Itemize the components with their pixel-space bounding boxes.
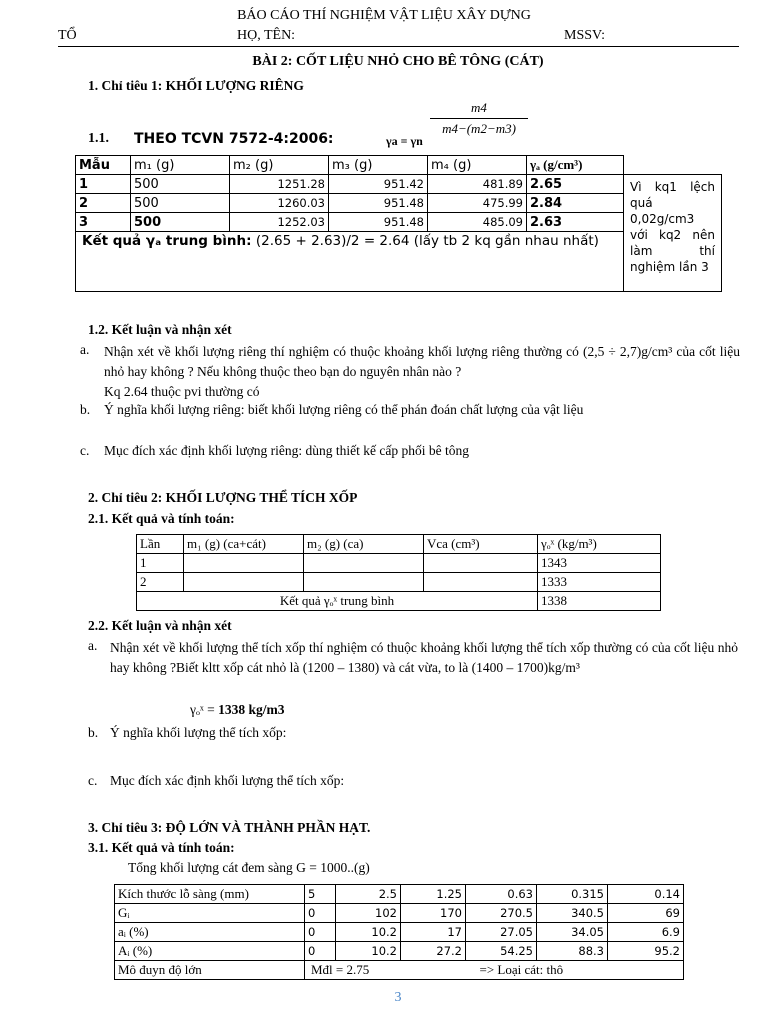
density-table bbox=[75, 155, 722, 292]
cell: 5 bbox=[305, 885, 336, 904]
cell: 270.5 bbox=[466, 904, 537, 923]
cell: 2.84 bbox=[527, 194, 624, 213]
cell: 500 bbox=[131, 175, 230, 194]
cell: 1 bbox=[76, 175, 131, 194]
cell: 0.315 bbox=[537, 885, 608, 904]
cell: 1260.03 bbox=[230, 194, 329, 213]
cell: 0 bbox=[305, 942, 336, 961]
cell bbox=[304, 554, 424, 573]
cell: 1 bbox=[137, 554, 184, 573]
col-header: m₂ (g) (ca) bbox=[304, 535, 424, 554]
cell: 481.89 bbox=[428, 175, 527, 194]
col-header: γₐ (g/cm³) bbox=[527, 156, 624, 175]
cell bbox=[304, 573, 424, 592]
total-mass: Tổng khối lượng cát đem sàng G = 1000..(g) bbox=[128, 860, 370, 875]
row-label: aᵢ (%) bbox=[115, 923, 305, 942]
header-divider bbox=[58, 46, 739, 47]
table-header-row bbox=[137, 535, 661, 554]
col-header: m₄ (g) bbox=[428, 156, 527, 175]
note-cell: Vì kq1 lệch quá 0,02g/cm3 với kq2 nên làm thí nghiệm lần 3 bbox=[624, 175, 722, 292]
cell: 1.25 bbox=[401, 885, 466, 904]
col-header: m₁ (g) bbox=[131, 156, 230, 175]
s2-item-b-label: b. bbox=[88, 725, 99, 740]
col-header: Mẫu bbox=[76, 156, 131, 175]
group-label: TỔ bbox=[58, 28, 77, 43]
row-label: Mô đuyn độ lớn bbox=[115, 961, 305, 980]
blank-cell bbox=[624, 156, 722, 175]
cell: 500 bbox=[131, 213, 230, 232]
cell: 951.48 bbox=[329, 194, 428, 213]
s2-item-c-label: c. bbox=[88, 773, 98, 788]
cell: 88.3 bbox=[537, 942, 608, 961]
item-a-label: a. bbox=[80, 342, 90, 357]
col-header: m₁ (g) (ca+cát) bbox=[184, 535, 304, 554]
table-row bbox=[76, 175, 722, 194]
cell bbox=[424, 554, 538, 573]
cell: 102 bbox=[336, 904, 401, 923]
result-value: (2.65 + 2.63)/2 = 2.64 (lấy tb 2 kq gần nhau nhất) bbox=[255, 233, 599, 249]
page-number: 3 bbox=[394, 990, 402, 1005]
cell: 0.14 bbox=[608, 885, 684, 904]
result-row bbox=[137, 592, 661, 611]
cell: 0 bbox=[305, 923, 336, 942]
col-header: Vca (cm³) bbox=[424, 535, 538, 554]
cell: 17 bbox=[401, 923, 466, 942]
cell: 0.63 bbox=[466, 885, 537, 904]
item-a-answer: Kq 2.64 thuộc pvi thường có bbox=[104, 384, 260, 399]
col-header: m₂ (g) bbox=[230, 156, 329, 175]
section1-sub-number: 1.1. bbox=[88, 131, 109, 146]
row-label: Kích thước lỗ sàng (mm) bbox=[115, 885, 305, 904]
item-b-label: b. bbox=[80, 402, 91, 417]
cell: 1251.28 bbox=[230, 175, 329, 194]
table-row bbox=[115, 923, 684, 942]
lesson-title: BÀI 2: CỐT LIỆU NHỎ CHO BÊ TÔNG (CÁT) bbox=[252, 54, 544, 69]
row-label: Gᵢ bbox=[115, 904, 305, 923]
cell: 27.2 bbox=[401, 942, 466, 961]
section3-heading: 3. Chỉ tiêu 3: ĐỘ LỚN VÀ THÀNH PHẦN HẠT. bbox=[88, 820, 371, 835]
cell: 951.48 bbox=[329, 213, 428, 232]
result-label: Kết quả γₐ trung bình: bbox=[82, 233, 252, 249]
cell: 2.63 bbox=[527, 213, 624, 232]
cell: 951.42 bbox=[329, 175, 428, 194]
cell: 2.5 bbox=[336, 885, 401, 904]
cell: 69 bbox=[608, 904, 684, 923]
cell: 2 bbox=[76, 194, 131, 213]
s2-item-a-label: a. bbox=[88, 638, 98, 653]
s2-item-a-answer bbox=[190, 702, 285, 718]
cell: 1252.03 bbox=[230, 213, 329, 232]
section2-heading: 2. Chỉ tiêu 2: KHỐI LƯỢNG THỂ TÍCH XỐP bbox=[88, 490, 358, 505]
item-a bbox=[104, 342, 740, 402]
table-row bbox=[115, 942, 684, 961]
section3-sub1: 3.1. Kết quả và tính toán: bbox=[88, 840, 235, 855]
cell: 500 bbox=[131, 194, 230, 213]
bulk-density-table bbox=[136, 534, 661, 611]
fineness-modulus: Mđl = 2.75 bbox=[305, 961, 466, 980]
cell: 340.5 bbox=[537, 904, 608, 923]
standard-reference: THEO TCVN 7572-4:2006: bbox=[134, 131, 334, 147]
sand-type: => Loại cát: thô bbox=[466, 961, 684, 980]
answer-label: γₒˣ = bbox=[190, 702, 215, 717]
cell: 27.05 bbox=[466, 923, 537, 942]
answer-value: 1338 kg/m3 bbox=[218, 702, 285, 717]
cell: 54.25 bbox=[466, 942, 537, 961]
s2-item-b-text: Ý nghĩa khối lượng thể tích xốp: bbox=[110, 725, 287, 740]
col-header: γₒˣ (kg/m³) bbox=[538, 535, 661, 554]
item-a-text: Nhận xét về khối lượng riêng thí nghiệm có thuộc khoảng khối lượng riêng thường có (2,5 ÷ 2,7)g/cm³ của cốt liệu nhỏ hay không ? Nếu không thuộc theo bạn do nguyên nhân nào ? bbox=[104, 344, 740, 379]
sieve-table bbox=[114, 884, 684, 980]
s2-item-a-text: Nhận xét về khối lượng thể tích xốp thí nghiệm có thuộc khoảng khối lượng thể tích xốp thường có của cốt liệu nhỏ hay không ?Biết kltt xốp cát nhỏ là (1200 – 1380) và cát vừa, to là (1400 – 1700)kg/m³ bbox=[110, 640, 738, 675]
cell: 2 bbox=[137, 573, 184, 592]
cell: 2.65 bbox=[527, 175, 624, 194]
cell: 10.2 bbox=[336, 942, 401, 961]
cell bbox=[424, 573, 538, 592]
student-id-label: MSSV: bbox=[564, 28, 605, 43]
report-title: BÁO CÁO THÍ NGHIỆM VẬT LIỆU XÂY DỰNG bbox=[237, 8, 531, 23]
cell bbox=[184, 554, 304, 573]
cell: 0 bbox=[305, 904, 336, 923]
cell: 170 bbox=[401, 904, 466, 923]
cell: 1343 bbox=[538, 554, 661, 573]
section2-sub2: 2.2. Kết luận và nhận xét bbox=[88, 618, 232, 633]
cell: 475.99 bbox=[428, 194, 527, 213]
cell: 95.2 bbox=[608, 942, 684, 961]
cell: 6.9 bbox=[608, 923, 684, 942]
s2-item-a bbox=[110, 638, 738, 678]
table-row bbox=[137, 573, 661, 592]
table-row bbox=[115, 904, 684, 923]
formula-numerator: m4 bbox=[471, 100, 487, 115]
section2-sub1: 2.1. Kết quả và tính toán: bbox=[88, 511, 235, 526]
table-row bbox=[115, 961, 684, 980]
item-c-text: Mục đích xác định khối lượng riêng: dùng thiết kế cấp phối bê tông bbox=[104, 443, 470, 458]
row-label: Aᵢ (%) bbox=[115, 942, 305, 961]
result-value: 1338 bbox=[538, 592, 661, 611]
cell: 1333 bbox=[538, 573, 661, 592]
cell: 485.09 bbox=[428, 213, 527, 232]
result-label: Kết quả γₒˣ trung bình bbox=[137, 592, 538, 611]
item-c-label: c. bbox=[80, 443, 90, 458]
item-b-text: Ý nghĩa khối lượng riêng: biết khối lượng riêng có thể phán đoán chất lượng của vật liệu bbox=[104, 402, 584, 417]
formula-denominator: m4−(m2−m3) bbox=[442, 121, 516, 136]
formula-lhs: γa = γn bbox=[386, 134, 423, 148]
cell: 10.2 bbox=[336, 923, 401, 942]
result-cell bbox=[76, 232, 624, 292]
table-header-row bbox=[76, 156, 722, 175]
name-label: HỌ, TÊN: bbox=[237, 28, 296, 43]
table-row bbox=[137, 554, 661, 573]
cell bbox=[184, 573, 304, 592]
cell: 3 bbox=[76, 213, 131, 232]
col-header: m₃ (g) bbox=[329, 156, 428, 175]
table-row bbox=[115, 885, 684, 904]
section1-conclusion-heading: 1.2. Kết luận và nhận xét bbox=[88, 322, 232, 337]
formula-bar bbox=[430, 118, 528, 119]
section1-heading: 1. Chỉ tiêu 1: KHỐI LƯỢNG RIÊNG bbox=[88, 78, 304, 93]
cell: 34.05 bbox=[537, 923, 608, 942]
s2-item-c-text: Mục đích xác định khối lượng thể tích xốp: bbox=[110, 773, 345, 788]
col-header: Lần bbox=[137, 535, 184, 554]
